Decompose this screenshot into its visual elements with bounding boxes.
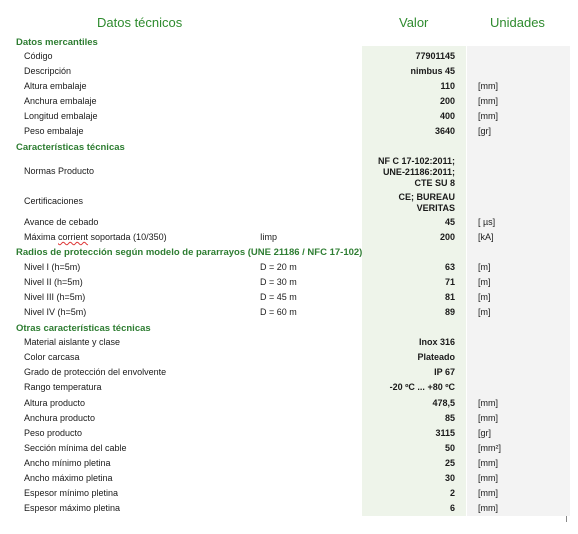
row-label: Nivel I (h=5m)	[24, 262, 81, 272]
row-extra: D = 30 m	[260, 277, 297, 287]
row-label: Grado de protección del envolvente	[24, 367, 167, 377]
table-row	[0, 96, 578, 110]
row-label: Nivel IV (h=5m)	[24, 307, 87, 317]
table-row	[0, 488, 578, 502]
row-label: Altura producto	[24, 398, 86, 408]
row-label: Espesor mínimo pletina	[24, 488, 119, 498]
row-value: 110	[440, 81, 455, 91]
row-value: 3115	[435, 428, 455, 438]
row-unit: [mm]	[478, 111, 498, 121]
row-unit: [mm]	[478, 398, 498, 408]
table-row	[0, 111, 578, 125]
table-row	[0, 277, 578, 291]
row-unit: [m]	[478, 277, 491, 287]
row-value: 400	[439, 111, 455, 121]
unidades-column-header: Unidades	[490, 15, 545, 30]
table-row	[0, 352, 578, 366]
table-row	[0, 458, 578, 472]
row-value: 89	[444, 307, 455, 317]
row-label: Avance de cebado	[24, 217, 99, 227]
row-value: 478,5	[432, 398, 455, 408]
row-unit: [m]	[478, 307, 491, 317]
normas-line: CTE SU 8	[414, 178, 455, 188]
table-row	[0, 166, 578, 180]
row-label	[24, 232, 167, 242]
row-label: Altura embalaje	[24, 81, 87, 91]
table-row	[0, 232, 578, 246]
row-unit: [m]	[478, 292, 491, 302]
row-unit: [gr]	[478, 126, 492, 136]
row-label: Nivel III (h=5m)	[24, 292, 86, 302]
table-row	[0, 443, 578, 457]
table-row	[0, 473, 578, 487]
row-extra: Iimp	[260, 232, 278, 242]
normas-value	[378, 156, 455, 189]
corner-tick-mark	[566, 516, 567, 522]
row-label: Rango temperatura	[24, 382, 102, 392]
row-label: Longitud embalaje	[24, 111, 98, 121]
row-value: 50	[444, 443, 455, 453]
row-value: 81	[444, 292, 455, 302]
row-label: Peso embalaje	[24, 126, 84, 136]
table-row	[0, 413, 578, 427]
row-value: 200	[439, 232, 455, 242]
row-value: 71	[444, 277, 455, 287]
row-value: 200	[439, 96, 455, 106]
row-value: 6	[449, 503, 455, 513]
row-label: Anchura embalaje	[24, 96, 97, 106]
row-value: 45	[444, 217, 455, 227]
row-extra: D = 45 m	[260, 292, 297, 302]
row-value: 85	[444, 413, 455, 423]
table-row	[0, 126, 578, 140]
spellcheck-word: corrient	[58, 232, 89, 242]
row-unit: [kA]	[478, 232, 494, 242]
table-row	[0, 292, 578, 306]
table-row	[0, 382, 578, 396]
row-label: Nivel II (h=5m)	[24, 277, 83, 287]
row-extra: D = 60 m	[260, 307, 297, 317]
row-unit: [mm²]	[478, 443, 501, 453]
row-unit: [gr]	[478, 428, 492, 438]
table-row	[0, 307, 578, 321]
row-value: Inox 316	[418, 337, 455, 347]
row-value: -20 ºC ... +80 ºC	[389, 382, 455, 392]
row-unit: [mm]	[478, 503, 498, 513]
row-unit: [mm]	[478, 413, 498, 423]
row-unit: [mm]	[478, 488, 498, 498]
row-label: Peso producto	[24, 428, 83, 438]
table-row	[0, 503, 578, 517]
normas-line: UNE-21186:2011;	[382, 167, 455, 177]
row-unit: [m]	[478, 262, 491, 272]
certificaciones-line: VERITAS	[416, 203, 455, 213]
row-label: Certificaciones	[24, 196, 84, 206]
row-value: 2	[449, 488, 455, 498]
table-row	[0, 51, 578, 65]
section-heading-mercantiles: Datos mercantiles	[16, 37, 98, 48]
section-heading-tecnicas: Características técnicas	[16, 142, 125, 153]
row-value: 30	[444, 473, 455, 483]
table-row	[0, 81, 578, 95]
row-unit: [mm]	[478, 96, 498, 106]
table-row	[0, 367, 578, 381]
row-label: Descripción	[24, 66, 72, 76]
row-label: Material aislante y clase	[24, 337, 121, 347]
section-heading-radios: Radios de protección según modelo de pararrayos (UNE 21186 / NFC 17-102)	[16, 247, 363, 258]
row-value: 63	[444, 262, 455, 272]
row-label: Normas Producto	[24, 166, 95, 176]
table-row	[0, 66, 578, 80]
row-label: Sección mínima del cable	[24, 443, 127, 453]
certificaciones-line: CE; BUREAU	[398, 192, 455, 202]
valor-column-header: Valor	[399, 15, 429, 30]
row-unit: [mm]	[478, 81, 498, 91]
row-label: Ancho mínimo pletina	[24, 458, 111, 468]
section-heading-otras: Otras características técnicas	[16, 323, 151, 334]
row-value: 77901145	[415, 51, 455, 61]
row-value: IP 67	[434, 367, 455, 377]
certificaciones-value	[398, 192, 455, 214]
row-value: Plateado	[417, 352, 455, 362]
row-value: 3640	[434, 126, 455, 136]
row-extra: D = 20 m	[260, 262, 297, 272]
table-row	[0, 217, 578, 231]
table-row	[0, 337, 578, 351]
table-row	[0, 398, 578, 412]
table-row	[0, 262, 578, 276]
row-unit: [mm]	[478, 473, 498, 483]
table-title: Datos técnicos	[97, 15, 183, 30]
row-label: Ancho máximo pletina	[24, 473, 113, 483]
table-row	[0, 428, 578, 442]
normas-line: NF C 17-102:2011;	[377, 156, 455, 166]
label-part: Máxima	[24, 232, 59, 242]
row-value: 25	[444, 458, 455, 468]
row-unit: [ µs]	[478, 217, 496, 227]
row-label: Anchura producto	[24, 413, 96, 423]
row-label: Código	[24, 51, 53, 61]
row-label: Espesor máximo pletina	[24, 503, 121, 513]
label-part: soportada (10/350)	[88, 232, 167, 242]
row-label: Color carcasa	[24, 352, 80, 362]
row-value: nimbus 45	[410, 66, 455, 76]
table-row	[0, 196, 578, 210]
row-unit: [mm]	[478, 458, 498, 468]
